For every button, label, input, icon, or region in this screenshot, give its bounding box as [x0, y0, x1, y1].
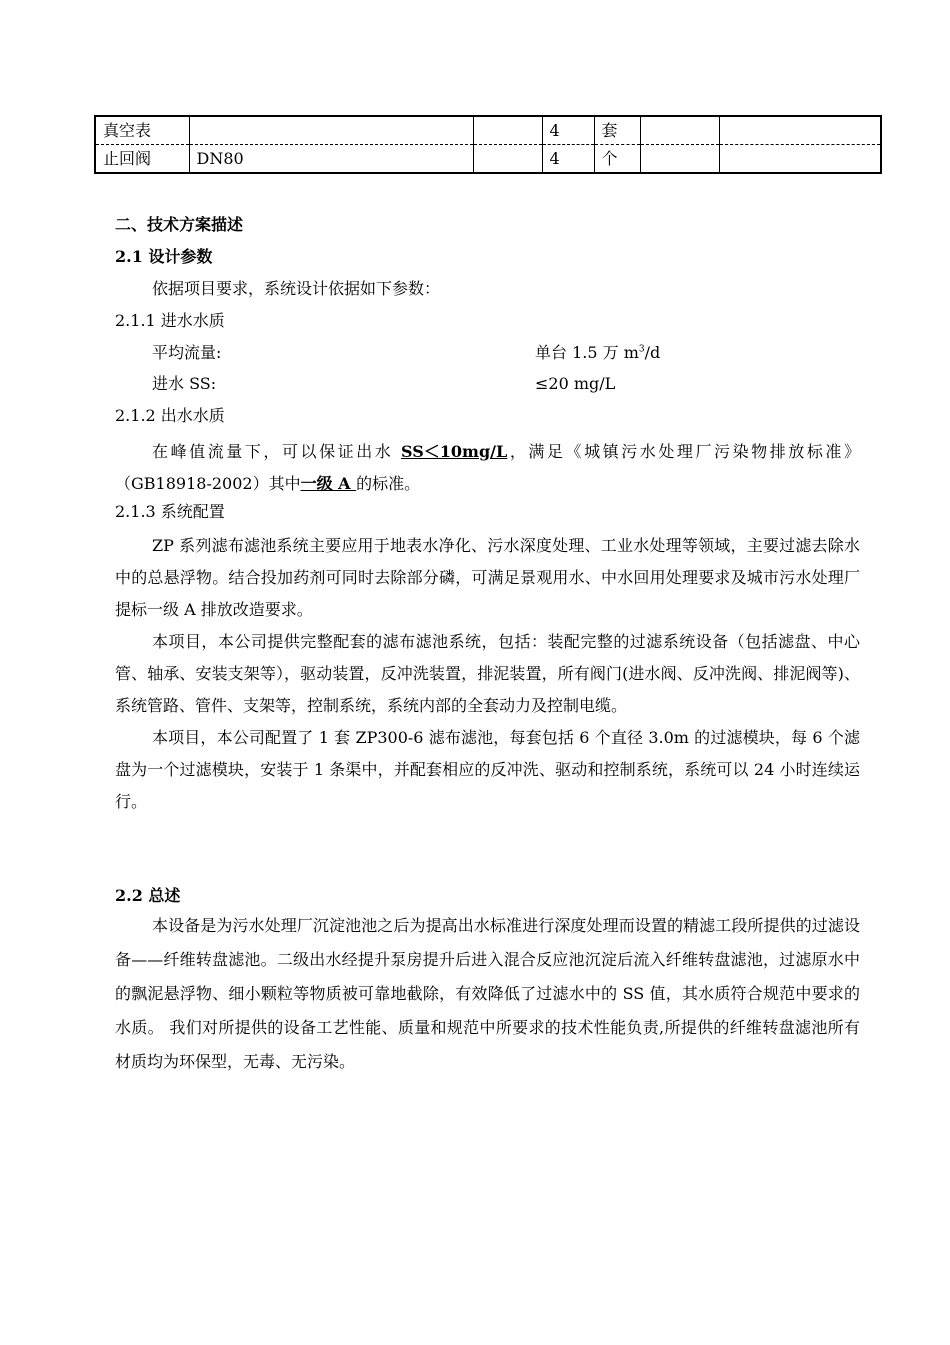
- system-config-paragraphs: [115, 530, 860, 818]
- table-cell-empty: [473, 145, 542, 174]
- table-cell-name: 真空表: [103, 121, 152, 140]
- table-cell-spec: DN80: [189, 145, 473, 174]
- table-cell-name: 止回阀: [95, 145, 189, 174]
- subsection-title-2-1-1: 2.1.1 进水水质: [115, 311, 225, 330]
- table-cell-empty: [473, 116, 542, 145]
- effluent-quality-paragraph: 在峰值流量下，可以保证出水 SS＜10mg/L，满足《城镇污水处理厂污染物排放标准》（GB18918-2002）其中一级 A 的标准。: [115, 442, 860, 493]
- table-cell-empty: [640, 145, 719, 174]
- flow-value: 单台 1.5 万 $m^3/d$: [535, 343, 661, 362]
- table-cell-unit: 套: [594, 116, 640, 145]
- section-title: 二、技术方案描述: [115, 215, 244, 234]
- table-row: [95, 116, 881, 145]
- design-intro: 依据项目要求，系统设计依据如下参数：: [152, 279, 441, 298]
- ss-label: 进水 SS:: [152, 374, 217, 393]
- table-cell-spec: [189, 116, 473, 145]
- table-cell-qty: 4: [542, 116, 594, 145]
- equipment-table: [94, 115, 882, 174]
- system-config-paragraph-3: 本项目，本公司配置了 1 套 ZP300-6 滤布滤池，每套包括 6 个直径 3.0m 的过滤模块，每 6 个滤盘为一个过滤模块，安装于 1 条渠中，并配套相应的反冲洗、驱动和控制系统，系统可以 24 小时连续运行。: [115, 728, 860, 811]
- flow-label: 平均流量:: [152, 343, 222, 362]
- table-cell-empty: [640, 116, 719, 145]
- subsection-title-2-1-2: 2.1.2 出水水质: [115, 406, 225, 425]
- table-cell-empty: [719, 145, 881, 174]
- subsection-title-2-2: 2.2 总述: [115, 886, 181, 905]
- table-row: [95, 145, 881, 174]
- overview-paragraph: 本设备是为污水处理厂沉淀池池之后为提高出水标准进行深度处理而设置的精滤工段所提供的过滤设备——纤维转盘滤池。二级出水经提升泵房提升后进入混合反应池沉淀后流入纤维转盘滤池，过滤原水中的飘泥悬浮物、细小颗粒等物质被可靠地截除，有效降低了过滤水中的 SS 值，其水质符合规范中要求的水质。 我们对所提供的设备工艺性能、质量和规范中所要求的技术性能负责,所提供的纤维转盘滤池所有材质均为环保型，无毒、无污染。: [115, 916, 860, 1071]
- subsection-title-2-1: 2.1 设计参数: [115, 247, 213, 266]
- table-cell-unit: 个: [594, 145, 640, 174]
- ss-value: ≤20 mg/L: [535, 374, 616, 393]
- system-config-paragraph-2: 本项目，本公司提供完整配套的滤布滤池系统，包括：装配完整的过滤系统设备（包括滤盘、中心管、轴承、安装支架等），驱动装置，反冲洗装置，排泥装置，所有阀门(进水阀、反冲洗阀、排泥阀等)、系统管路、管件、支架等，控制系统，系统内部的全套动力及控制电缆。: [115, 632, 860, 715]
- table-cell-empty: [719, 116, 881, 145]
- table-cell-qty: 4: [542, 145, 594, 174]
- subsection-title-2-1-3: 2.1.3 系统配置: [115, 502, 225, 521]
- system-config-paragraph-1: ZP 系列滤布滤池系统主要应用于地表水净化、污水深度处理、工业水处理等领域，主要过滤去除水中的总悬浮物。结合投加药剂可同时去除部分磷，可满足景观用水、中水回用处理要求及城市污水处理厂提标一级 A 排放改造要求。: [115, 536, 860, 619]
